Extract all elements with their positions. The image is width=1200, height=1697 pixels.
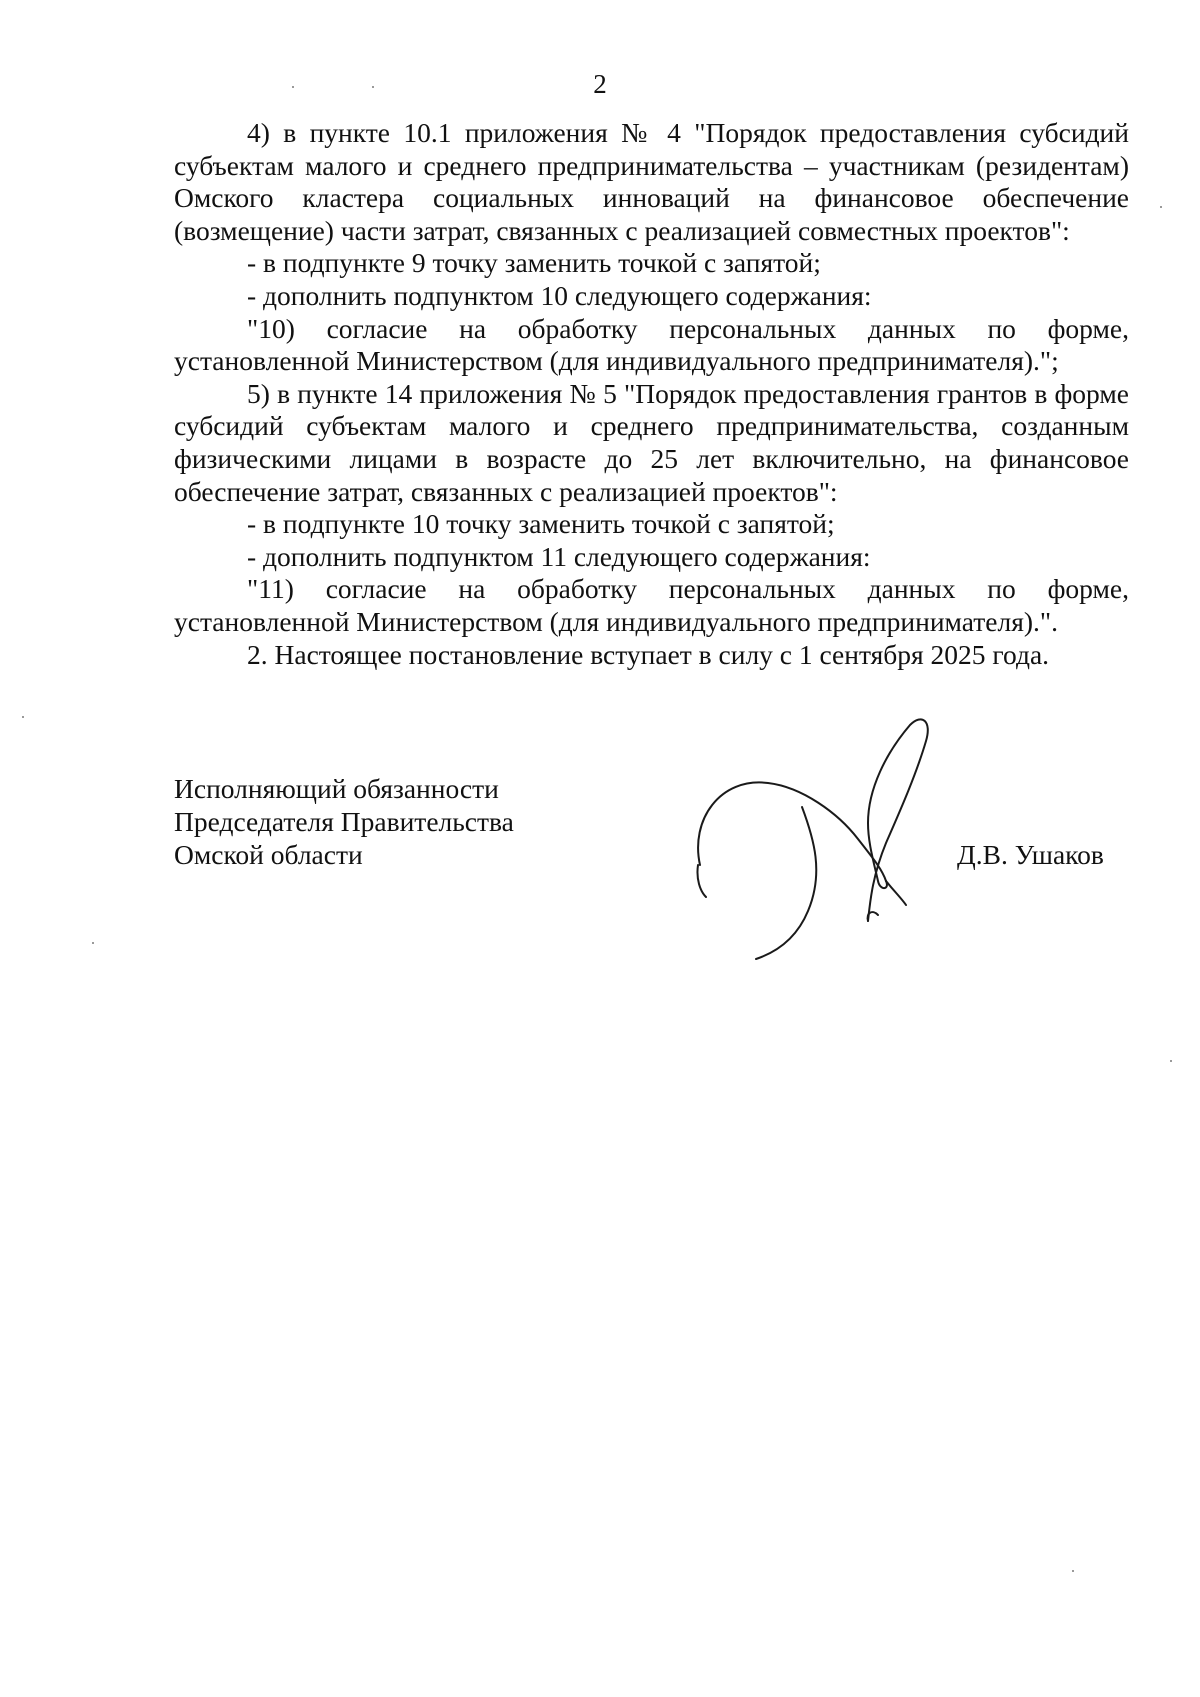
handwritten-signature <box>690 715 960 965</box>
paragraph-subpoint-10-change: - в подпункте 10 точку заменить точкой с запятой; <box>247 508 835 540</box>
signatory-name: Д.В. Ушаков <box>957 839 1104 870</box>
scan-speck <box>92 942 94 944</box>
signatory-position-line: Исполняющий обязанности <box>174 773 499 804</box>
scan-speck <box>1170 1060 1172 1062</box>
signatory-position-line: Омской области <box>174 839 363 870</box>
paragraph-subpoint-9-change: - в подпункте 9 точку заменить точкой с запятой; <box>247 247 821 279</box>
paragraph-subpoint-10-text: "10) согласие на обработку персональных данных по форме, установленной Министерством (для индивидуального предпринимателя)."; <box>174 312 1129 377</box>
paragraph-add-subpoint-11: - дополнить подпунктом 11 следующего содержания: <box>247 540 871 572</box>
paragraph-subpoint-11-text: "11) согласие на обработку персональных данных по форме, установленной Министерством (для индивидуального предпринимателя).". <box>174 573 1129 637</box>
scan-speck <box>292 86 294 88</box>
scan-speck <box>1160 206 1162 208</box>
signatory-position <box>174 772 514 871</box>
paragraph-add-subpoint-10: - дополнить подпунктом 10 следующего содержания: <box>247 279 872 311</box>
paragraph-item-4: 4) в пункте 10.1 приложения № 4 "Порядок предоставления субсидий субъектам малого и среднего предпринимательства – участникам (резидентам) Омского кластера социальных инноваций на финансовое обеспечение (возмещение) части затрат, связанных с реализацией совместных проектов": <box>174 117 1129 246</box>
scan-speck <box>372 86 374 88</box>
signatory-position-line: Председателя Правительства <box>174 806 514 837</box>
page-number: 2 <box>593 69 607 99</box>
paragraph-item-5: 5) в пункте 14 приложения № 5 "Порядок предоставления грантов в форме субсидий субъектам малого и среднего предпринимательства, созданным физическими лицами в возрасте до 25 лет включительно, на финансовое обеспечение затрат, связанных с реализацией проектов": <box>174 377 1129 507</box>
document-body <box>174 117 1129 671</box>
scan-speck <box>22 716 24 718</box>
paragraph-effective-date: 2. Настоящее постановление вступает в силу с 1 сентября 2025 года. <box>247 638 1050 670</box>
scan-speck <box>1072 1570 1074 1572</box>
